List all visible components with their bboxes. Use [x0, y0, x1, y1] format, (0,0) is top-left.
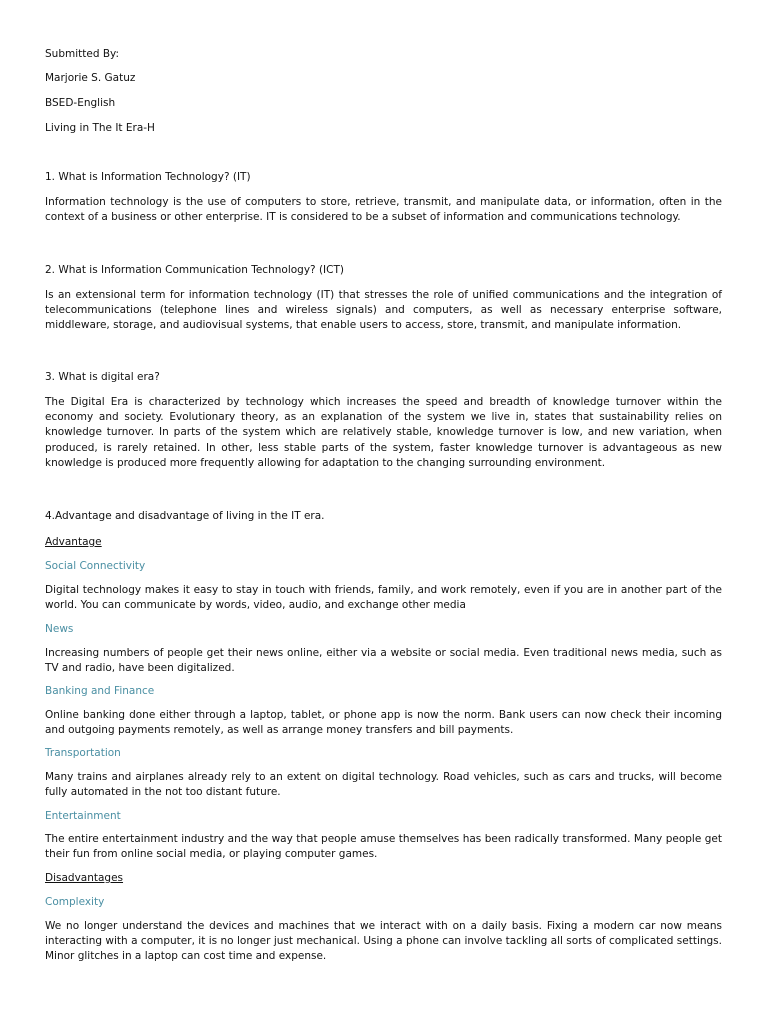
question-1-answer: Information technology is the use of computers to store, retrieve, transmit, and manipulate data, or information, often in the context of a business or other enterprise. IT is considered to be a subset of information and communications technology.	[45, 196, 722, 224]
question-3-title: 3. What is digital era?	[45, 371, 160, 383]
section-heading: Banking and Finance	[45, 685, 155, 697]
question-2-answer: Is an extensional term for information technology (IT) that stresses the role of unified communications and the integration of telecommunications (telephone lines and wireless signals) and computers, as well as necessary enterprise software, middleware, storage, and audiovisual systems, that enable users to access, store, transmit, and manipulate information.	[45, 289, 722, 332]
section-heading: News	[45, 623, 74, 635]
author-name: Marjorie S. Gatuz	[45, 72, 136, 84]
section-text: The entire entertainment industry and the way that people amuse themselves has been radically transformed. Many people get their fun from online social media, or playing computer games.	[45, 833, 722, 861]
subject-title: Living in The It Era-H	[45, 122, 155, 134]
question-1-title: 1. What is Information Technology? (IT)	[45, 171, 251, 183]
section-heading: Entertainment	[45, 810, 121, 822]
section-heading: Social Connectivity	[45, 560, 146, 572]
question-2-title: 2. What is Information Communication Technology? (ICT)	[45, 264, 344, 276]
submitted-by-label: Submitted By:	[45, 48, 120, 60]
question-4-title: 4.Advantage and disadvantage of living in the IT era.	[45, 510, 325, 522]
section-text: Increasing numbers of people get their news online, either via a website or social media. Even traditional news media, such as TV and radio, have been digitalized.	[45, 647, 722, 675]
course: BSED-English	[45, 97, 116, 109]
section-heading: Transportation	[45, 747, 121, 759]
section-text: Many trains and airplanes already rely to an extent on digital technology. Road vehicles, such as cars and trucks, will become fully automated in the not too distant future.	[45, 771, 722, 799]
advantage-label: Advantage	[45, 536, 102, 548]
section-text: We no longer understand the devices and machines that we interact with on a daily basis. Fixing a modern car now means interacting with a computer, it is no longer just mechanical. Using a phone can involve tackling all sorts of complicated settings. Minor glitches in a laptop can cost time and expense.	[45, 920, 722, 963]
section-heading: Complexity	[45, 896, 105, 908]
question-3-answer: The Digital Era is characterized by technology which increases the speed and breadth of knowledge turnover within the economy and society. Evolutionary theory, as an explanation of the system we live in, states that sustainability relies on knowledge turnover. In parts of the system which are relatively stable, knowledge turnover is low, and new variation, when produced, is rarely retained. In other, less stable parts of the system, faster knowledge turnover is advantageous as new knowledge is produced more frequently allowing for adaptation to the changing surrounding environment.	[45, 396, 722, 469]
section-text: Digital technology makes it easy to stay in touch with friends, family, and work remotely, even if you are in another part of the world. You can communicate by words, video, audio, and exchange other media	[45, 584, 722, 612]
disadvantages-label: Disadvantages	[45, 872, 124, 884]
section-text: Online banking done either through a laptop, tablet, or phone app is now the norm. Bank users can now check their incoming and outgoing payments remotely, as well as arrange money transfers and bill payments.	[45, 709, 722, 737]
